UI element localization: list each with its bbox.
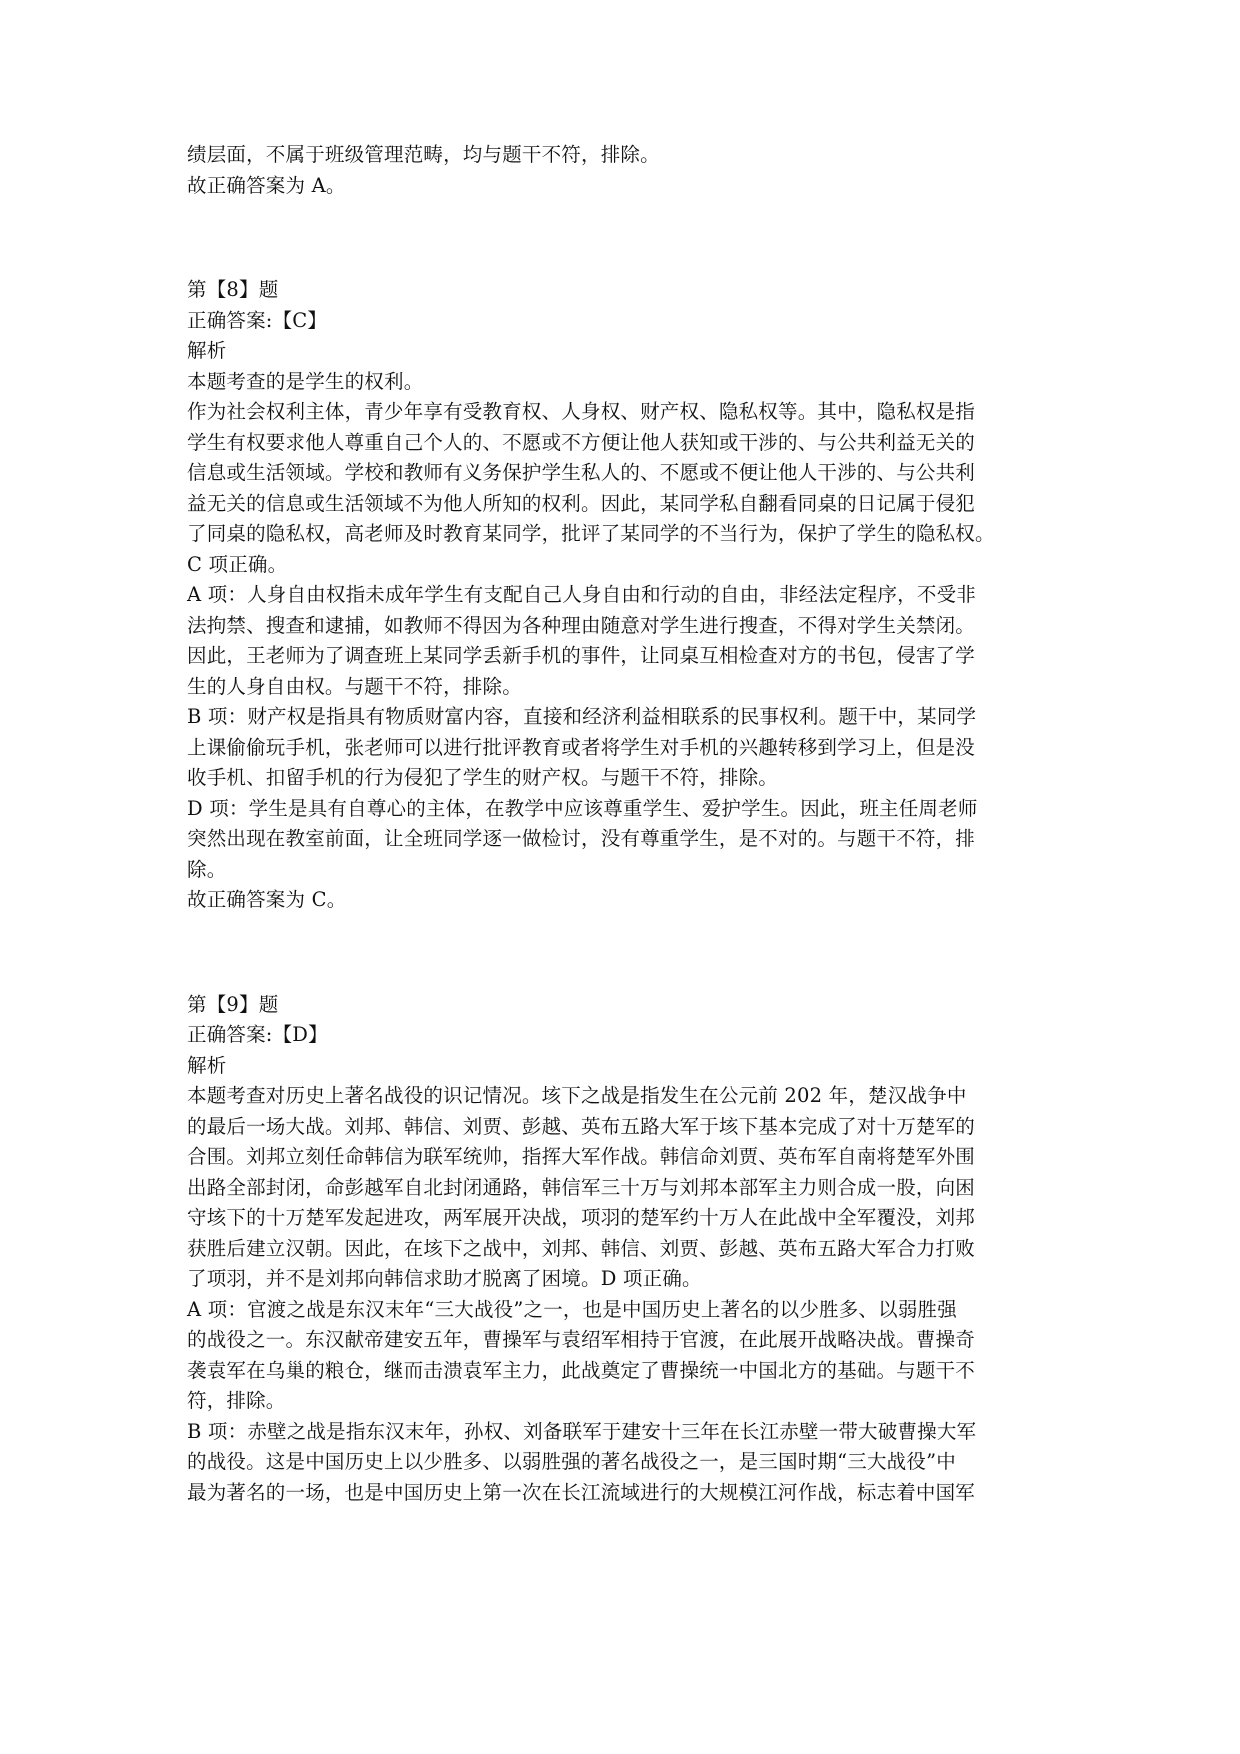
final-answer-line: 故正确答案为 C。 (187, 888, 347, 911)
question-9 (187, 990, 1057, 1509)
text-line: 法拘禁、搜查和逮捕，如教师不得因为各种理由随意对学生进行搜查，不得对学生关禁闭。 (187, 613, 976, 637)
text-line: 信息或生活领域。学校和教师有义务保护学生私人的、不愿或不便让他人干涉的、与公共利 (187, 461, 976, 484)
text-line: D 项：学生是具有自尊心的主体，在教学中应该尊重学生、爱护学生。因此，班主任周老师 (187, 796, 978, 820)
text-line: 作为社会权利主体，青少年享有受教育权、人身权、财产权、隐私权等。其中，隐私权是指 (187, 400, 976, 423)
text-line: 益无关的信息或生活领域不为他人所知的权利。因此，某同学私自翻看同桌的日记属于侵犯 (187, 491, 976, 515)
text-line: 本题考查对历史上著名战役的识记情况。垓下之战是指发生在公元前 202 年，楚汉战争中 (187, 1084, 967, 1107)
question-number: 第【8】题 (187, 278, 279, 301)
text-line: 突然出现在教室前面，让全班同学逐一做检讨，没有尊重学生，是不对的。与题干不符，排 (187, 827, 976, 850)
correct-answer: 正确答案:【D】 (187, 1023, 328, 1046)
text-line: 收手机、扣留手机的行为侵犯了学生的财产权。与题干不符，排除。 (187, 766, 779, 789)
section-gap (187, 916, 1057, 990)
text-line: 的最后一场大战。刘邦、韩信、刘贾、彭越、英布五路大军于垓下基本完成了对十万楚军的 (187, 1114, 976, 1138)
text-line: B 项：财产权是指具有物质财富内容，直接和经济利益相联系的民事权利。题干中，某同学 (187, 705, 977, 728)
text-line: 生的人身自由权。与题干不符，排除。 (187, 674, 522, 698)
text-line: 因此，王老师为了调查班上某同学丢新手机的事件，让同桌互相检查对方的书包，侵害了学 (187, 644, 976, 667)
text-line: 除。 (187, 857, 227, 881)
text-line: 合围。刘邦立刻任命韩信为联军统帅，指挥大军作战。韩信命刘贾、英布军自南将楚军外围 (187, 1145, 976, 1168)
correct-answer: 正确答案:【C】 (187, 308, 328, 332)
analysis-heading: 解析 (187, 339, 227, 362)
text-line: 出路全部封闭，命彭越军自北封闭通路，韩信军三十万与刘邦本部军主力则合成一股，向困 (187, 1175, 976, 1199)
text-line: 故正确答案为 A。 (187, 173, 346, 197)
text-line: 的战役。这是中国历史上以少胜多、以弱胜强的著名战役之一，是三国时期“三大战役”中 (187, 1450, 956, 1473)
document-page (187, 140, 1057, 1508)
section-gap (187, 201, 1057, 275)
text-line: 的战役之一。东汉献帝建安五年，曹操军与袁绍军相持于官渡，在此展开战略决战。曹操奇 (187, 1328, 976, 1351)
text-line: C 项正确。 (187, 552, 288, 576)
question-8 (187, 275, 1057, 916)
text-line: 绩层面，不属于班级管理范畴，均与题干不符，排除。 (187, 143, 660, 166)
text-line: 符，排除。 (187, 1389, 286, 1412)
text-line: A 项：官渡之战是东汉末年“三大战役”之一，也是中国历史上著名的以少胜多、以弱胜强 (187, 1297, 957, 1321)
question-number: 第【9】题 (187, 992, 279, 1016)
analysis-heading: 解析 (187, 1053, 227, 1077)
previous-question-continuation (187, 140, 1057, 201)
text-line: A 项：人身自由权指未成年学生有支配自己人身自由和行动的自由，非经法定程序，不受非 (187, 583, 976, 606)
text-line: 学生有权要求他人尊重自己个人的、不愿或不方便让他人获知或干涉的、与公共利益无关的 (187, 430, 976, 454)
text-line: 了同桌的隐私权，高老师及时教育某同学，批评了某同学的不当行为，保护了学生的隐私权。 (187, 522, 995, 545)
text-line: 袭袁军在乌巢的粮仓，继而击溃袁军主力，此战奠定了曹操统一中国北方的基础。与题干不 (187, 1358, 976, 1382)
text-line: B 项：赤壁之战是指东汉末年，孙权、刘备联军于建安十三年在长江赤壁一带大破曹操大军 (187, 1419, 977, 1443)
text-line: 最为著名的一场，也是中国历史上第一次在长江流域进行的大规模江河作战，标志着中国军 (187, 1480, 976, 1504)
text-line: 了项羽，并不是刘邦向韩信求助才脱离了困境。D 项正确。 (187, 1267, 702, 1290)
text-line: 获胜后建立汉朝。因此，在垓下之战中，刘邦、韩信、刘贾、彭越、英布五路大军合力打败 (187, 1236, 976, 1260)
text-line: 守垓下的十万楚军发起进攻，两军展开决战，项羽的楚军约十万人在此战中全军覆没，刘邦 (187, 1206, 976, 1229)
text-line: 本题考查的是学生的权利。 (187, 369, 424, 393)
text-line: 上课偷偷玩手机，张老师可以进行批评教育或者将学生对手机的兴趣转移到学习上，但是没 (187, 735, 976, 759)
